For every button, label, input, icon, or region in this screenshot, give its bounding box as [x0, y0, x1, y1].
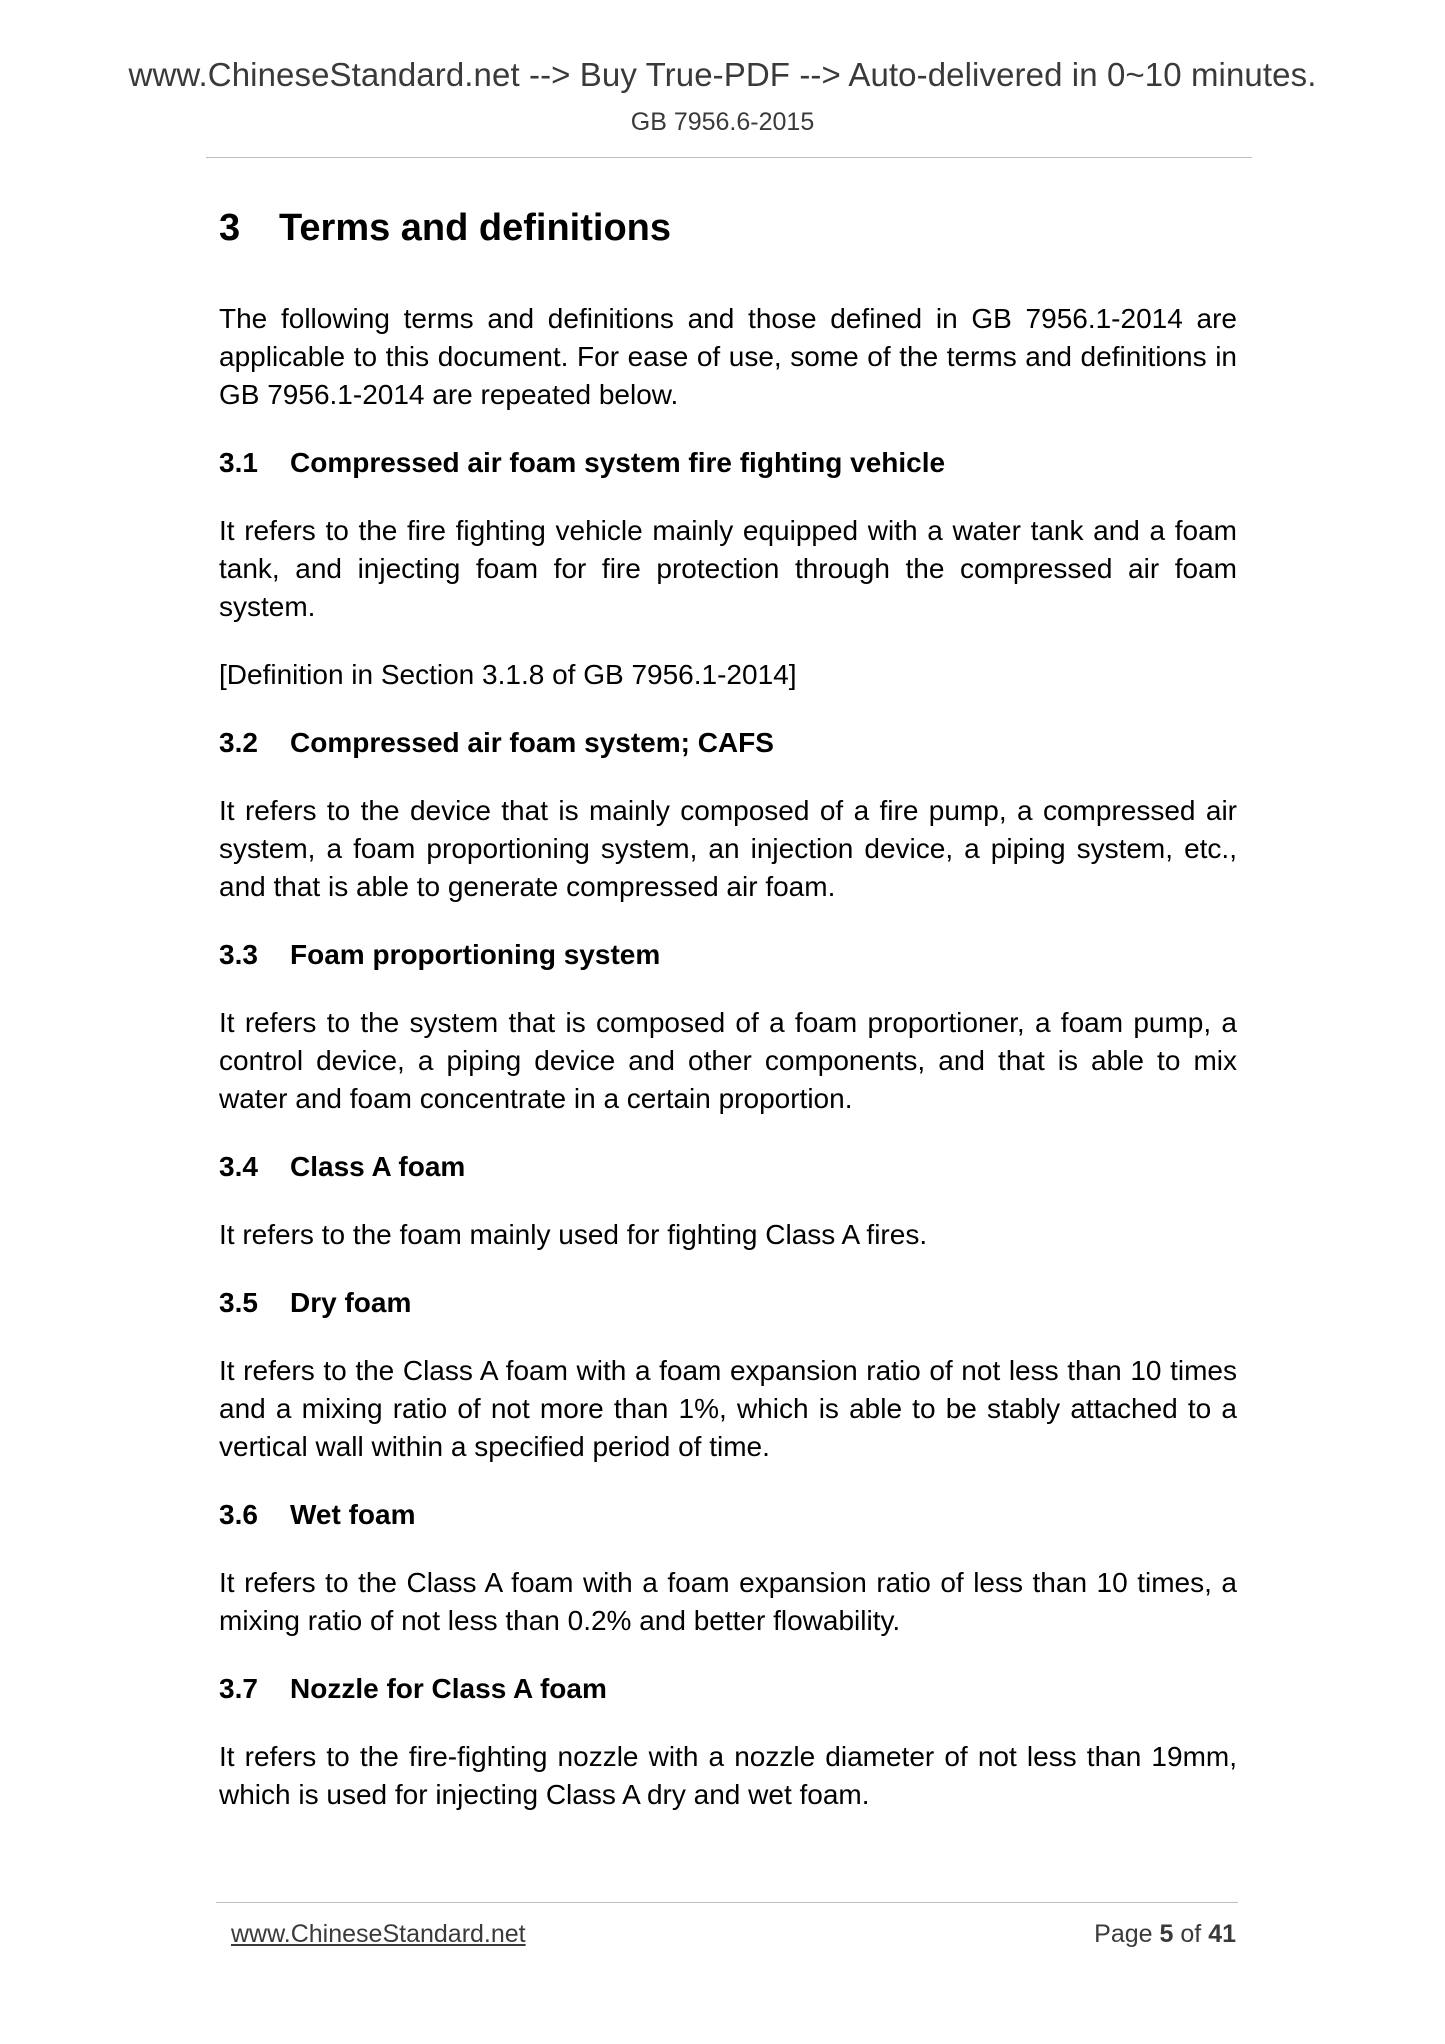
term-number: 3.4 [219, 1151, 258, 1182]
term-title: Compressed air foam system fire fighting vehicle [290, 447, 946, 478]
page-total: 41 [1208, 1920, 1236, 1948]
term-definition: It refers to the fire fighting vehicle mainly equipped with a water tank and a foam tank, and injecting foam for fire protection through the compressed air foam system. [219, 515, 1237, 622]
term-number: 3.3 [219, 939, 258, 970]
footer-website-link[interactable]: www.ChineseStandard.net [231, 1920, 526, 1948]
term-heading [219, 724, 1237, 762]
section-title: Terms and definitions [279, 207, 672, 249]
term-definition: It refers to the Class A foam with a foam expansion ratio of less than 10 times, a mixing ratio of not less than 0.2% and better flowability. [219, 1567, 1237, 1636]
term-number: 3.7 [219, 1673, 258, 1704]
term-title: Wet foam [290, 1499, 416, 1530]
term-definition: It refers to the device that is mainly composed of a fire pump, a compressed air system, a foam proportioning system, an injection device, a piping system, etc., and that is able to generate compressed air foam. [219, 795, 1237, 902]
term-title: Compressed air foam system; CAFS [290, 727, 774, 758]
section-number: 3 [219, 207, 241, 249]
standard-id: GB 7956.6-2015 [630, 108, 815, 136]
term-heading [219, 1496, 1237, 1534]
term-definition: It refers to the system that is composed of a foam proportioner, a foam pump, a control device, a piping device and other components, and that is able to mix water and foam concentrate in a certain proportion. [219, 1007, 1237, 1114]
term-definition: It refers to the fire-fighting nozzle with a nozzle diameter of not less than 19mm, which is used for injecting Class A dry and wet foam. [219, 1741, 1237, 1810]
term-note: [Definition in Section 3.1.8 of GB 7956.1-2014] [219, 659, 797, 690]
header-banner: www.ChineseStandard.net --> Buy True-PDF --> Auto-delivered in 0~10 minutes. [128, 56, 1317, 93]
term-heading [219, 444, 1237, 482]
term-title: Nozzle for Class A foam [290, 1673, 607, 1704]
term-heading [219, 936, 1237, 974]
term-number: 3.5 [219, 1287, 258, 1318]
header-divider [206, 157, 1252, 158]
term-number: 3.2 [219, 727, 258, 758]
page-of: of [1180, 1920, 1202, 1948]
term-number: 3.6 [219, 1499, 258, 1530]
section-heading [219, 198, 1237, 258]
footer-divider [216, 1902, 1238, 1903]
page-content [219, 198, 1237, 1814]
term-number: 3.1 [219, 447, 258, 478]
term-definition: It refers to the Class A foam with a foam expansion ratio of not less than 10 times and a mixing ratio of not more than 1%, which is able to be stably attached to a vertical wall within a specified period of time. [219, 1355, 1237, 1462]
page-label: Page [1094, 1920, 1153, 1948]
section-intro: The following terms and definitions and those defined in GB 7956.1-2014 are applicable to this document. For ease of use, some of the terms and definitions in GB 7956.1-2014 are repeated below. [219, 303, 1237, 410]
term-heading [219, 1148, 1237, 1186]
term-heading [219, 1670, 1237, 1708]
page-current: 5 [1159, 1920, 1174, 1948]
term-title: Foam proportioning system [290, 939, 661, 970]
term-title: Class A foam [290, 1151, 466, 1182]
page-indicator [1094, 1920, 1236, 1949]
term-title: Dry foam [290, 1287, 412, 1318]
term-heading [219, 1284, 1237, 1322]
term-definition: It refers to the foam mainly used for fighting Class A fires. [219, 1219, 928, 1250]
